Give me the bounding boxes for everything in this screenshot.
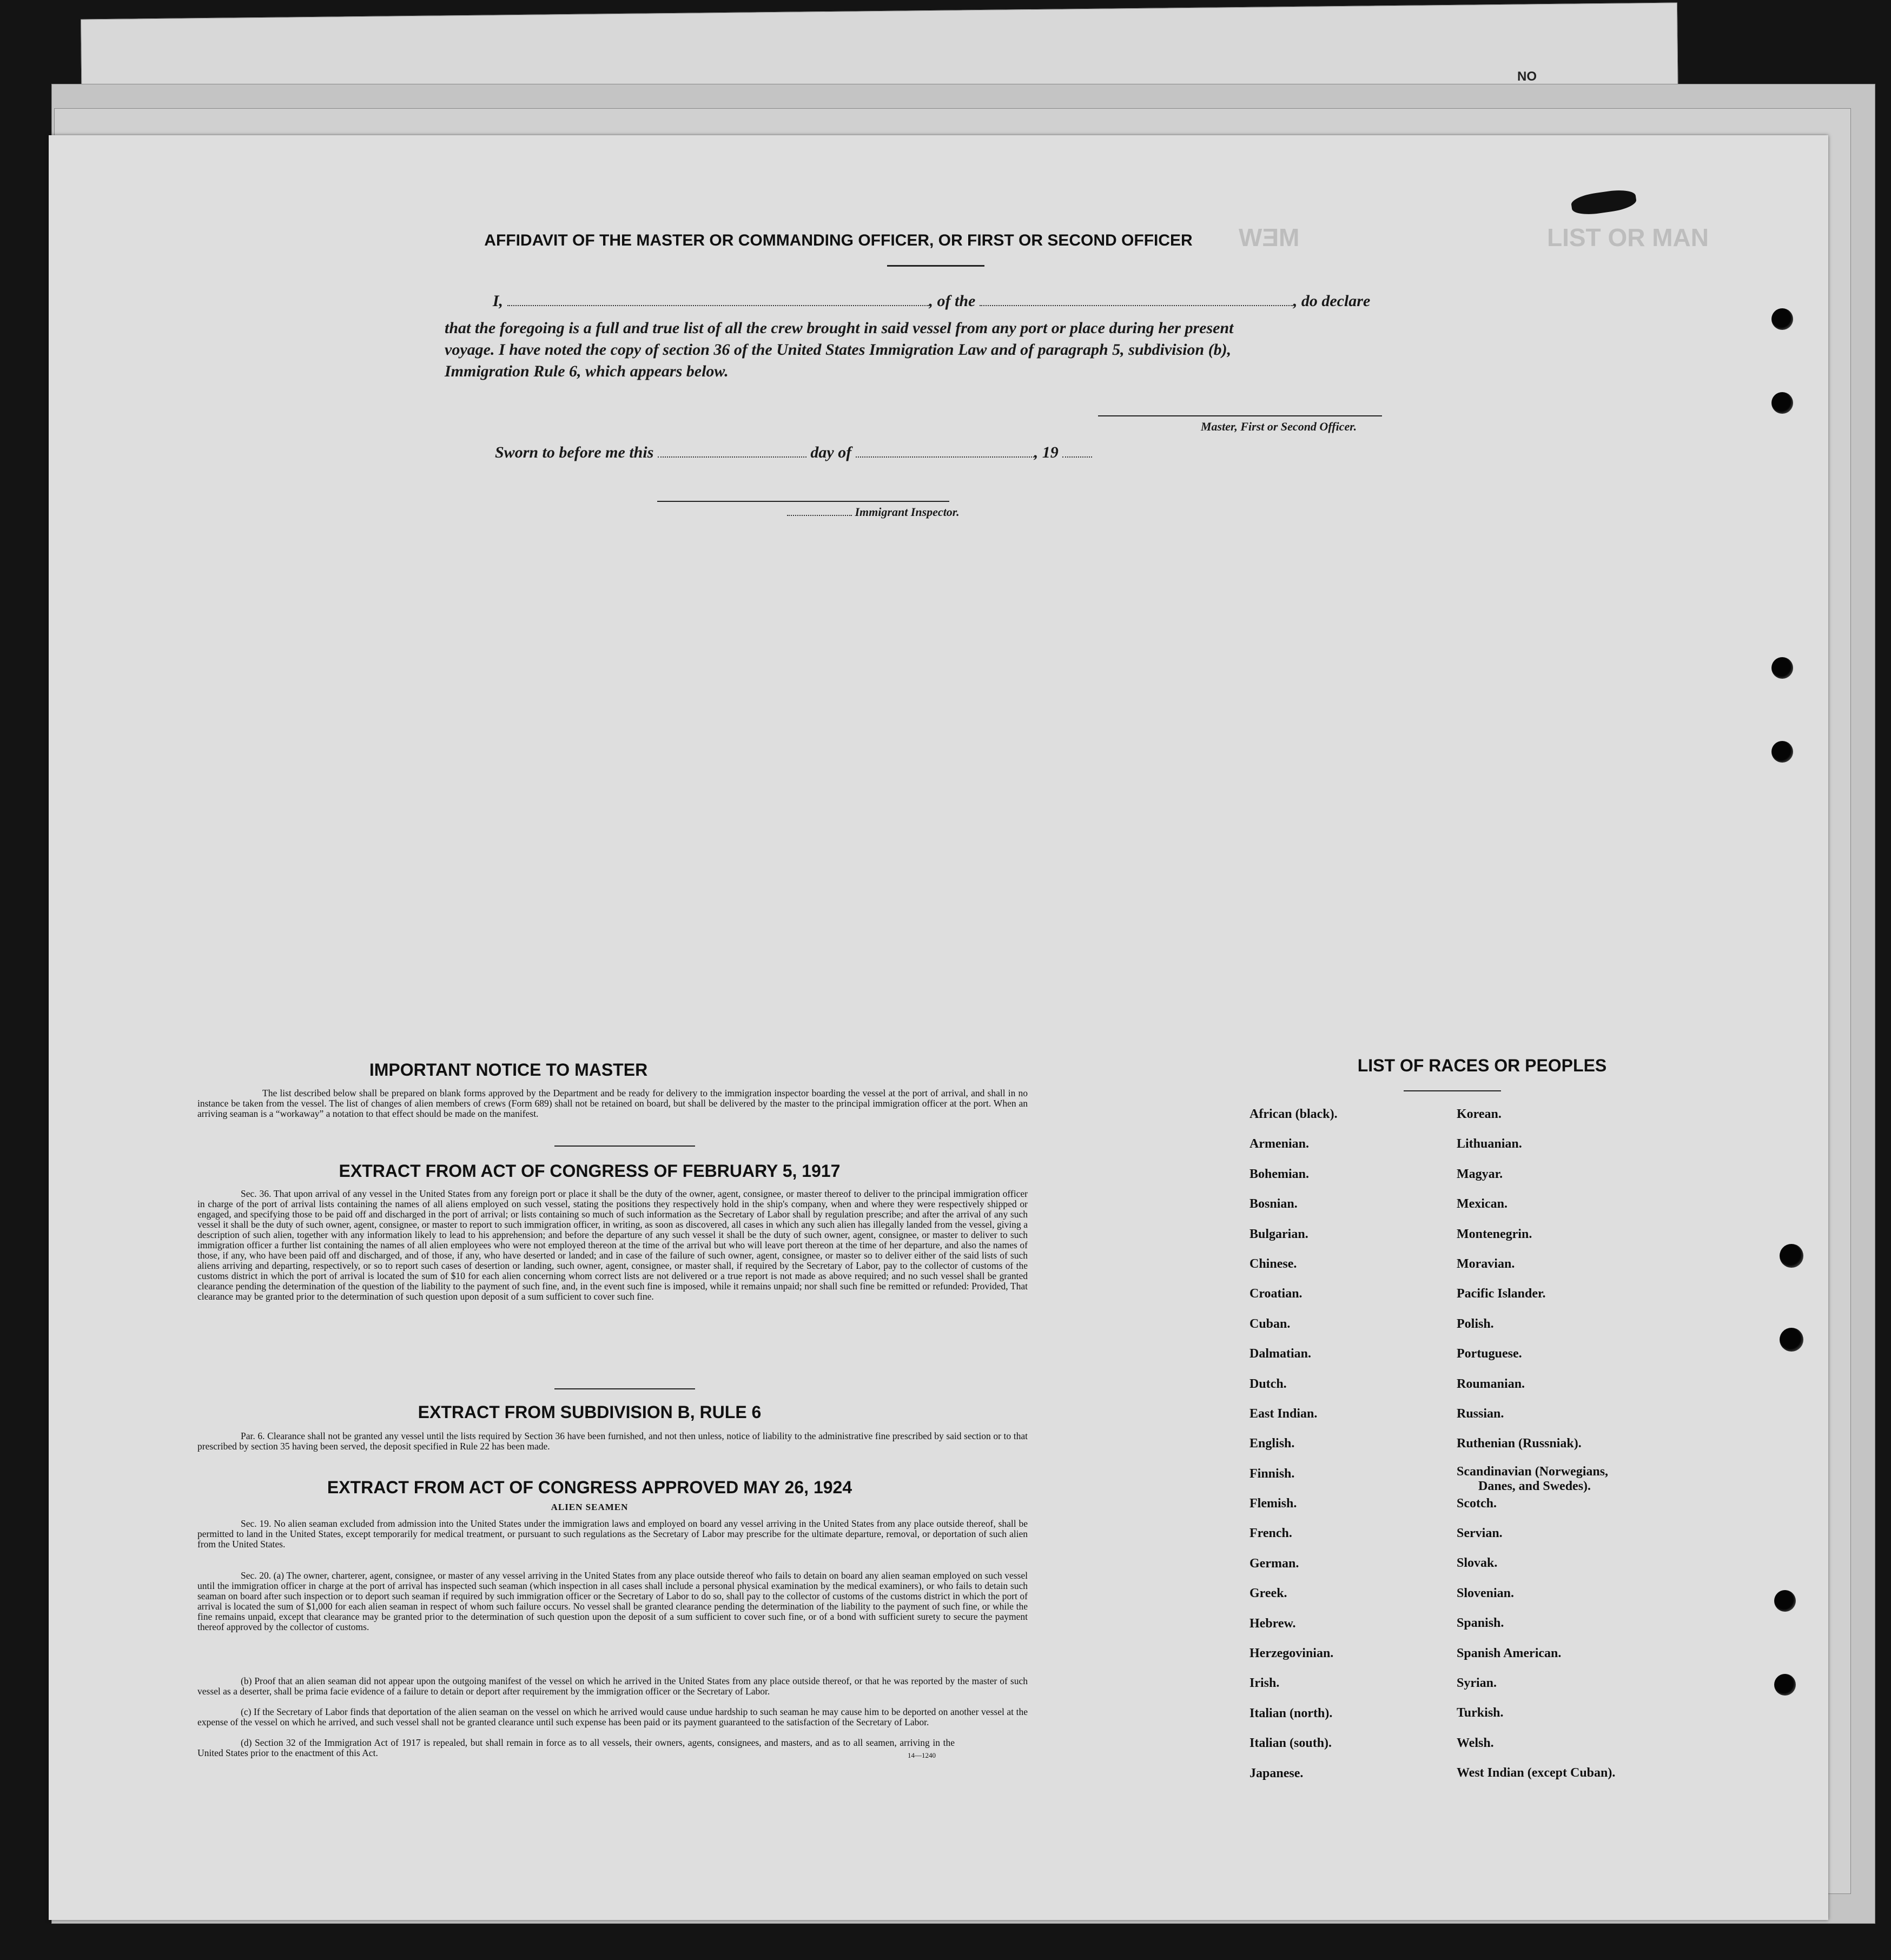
race-item: Scandinavian (Norwegians,	[1457, 1464, 1609, 1479]
ghost-title-left: MEW	[1239, 223, 1300, 251]
race-item: Scotch.	[1457, 1496, 1497, 1511]
signature-label: Master, First or Second Officer.	[1201, 420, 1357, 433]
affidavit-title-rule	[887, 265, 984, 267]
punch-hole	[1771, 741, 1793, 763]
act1924-sec20b: (b) Proof that an alien seaman did not appear upon the outgoing manifest of the vessel on which he arrived in the United States from any place outside thereof, or that he was reported by the master of such vessel as a deserter, shall be prima facie evidence of a failure to detain or deport after requirement by the immigration officer or the Secretary of Labor.	[197, 1676, 1028, 1697]
affidavit-title: AFFIDAVIT OF THE MASTER OR COMMANDING OFFICER, OR FIRST OR SECOND OFFICER	[484, 231, 1193, 249]
race-item: Slovenian.	[1457, 1586, 1515, 1600]
manifest-page	[49, 135, 1828, 1920]
race-item: Ruthenian (Russniak).	[1457, 1436, 1582, 1451]
races-title: LIST OF RACES OR PEOPLES	[1357, 1056, 1607, 1075]
inspector-label-text: Immigrant Inspector.	[855, 505, 960, 519]
race-item: Dalmatian.	[1249, 1347, 1311, 1361]
races-right-column	[1457, 1100, 1615, 1789]
act1917-title: EXTRACT FROM ACT OF CONGRESS OF FEBRUARY 5, 1917	[339, 1161, 841, 1181]
race-item: Bohemian.	[1249, 1167, 1310, 1181]
race-item: English.	[1249, 1436, 1295, 1451]
sworn-month-blank[interactable]	[856, 456, 1034, 458]
punch-hole	[1774, 1674, 1796, 1696]
race-item: Bulgarian.	[1249, 1227, 1308, 1241]
race-item: East Indian.	[1249, 1406, 1318, 1421]
race-item: Finnish.	[1249, 1466, 1295, 1481]
races-left-column	[1249, 1100, 1338, 1789]
race-item: Magyar.	[1457, 1167, 1503, 1181]
folder-no-label: NO	[1517, 69, 1537, 84]
act1924-sec20d: (d) Section 32 of the Immigration Act of 1917 is repealed, but shall remain in force as to all vessels, their owners, agents, consignees, and masters, and as to all seamen, arriving in the United States prior to the enactment of this Act.	[197, 1737, 955, 1758]
punch-hole	[1774, 1590, 1796, 1612]
affidavit-line-2: that the foregoing is a full and true list of all the crew brought in said vessel from any port or place during her present	[445, 319, 1234, 337]
race-item: Mexican.	[1457, 1197, 1507, 1211]
act1917-rule	[554, 1388, 695, 1389]
act1924-sec20c: (c) If the Secretary of Labor finds that deportation of the alien seaman on the vessel on which he arrived would cause undue hardship to such seaman he may cause him to be deported on another vessel at the expense of the vessel on which he arrived, and such vessel shall not be granted clearance until such expense has been paid or its payment guaranteed to the satisfaction of the Secretary of Labor.	[197, 1706, 1028, 1727]
sworn-year-blank[interactable]	[1062, 456, 1092, 458]
race-item: Spanish American.	[1457, 1646, 1562, 1660]
inspector-label	[787, 505, 960, 519]
race-item: Polish.	[1457, 1316, 1494, 1331]
rule6-title: EXTRACT FROM SUBDIVISION B, RULE 6	[418, 1402, 762, 1422]
punch-hole	[1780, 1328, 1803, 1352]
race-item: Servian.	[1457, 1526, 1503, 1541]
name-blank[interactable]	[507, 305, 929, 306]
notice-body: The list described below shall be prepared on blank forms approved by the Department and be ready for delivery to the immigration inspector boarding the vessel at the port of arrival, and shall in no instance be taken from the vessel. The list of changes of alien members of crews (Form 689) shall not be retained on board, but shall be delivered by the master to the principal immigration officer at the port. When an arriving seaman is a “workaway” a notation to that effect should be made on the manifest.	[197, 1088, 1028, 1119]
affidavit-i: I,	[492, 292, 503, 310]
race-item: West Indian (except Cuban).	[1457, 1766, 1616, 1780]
act1924-sec20a: Sec. 20. (a) The owner, charterer, agent, consignee, or master of any vessel arriving in the United States from any place outside thereof who fails to detain on board any alien seaman employed on such vessel until the immigration officer in charge at the port of arrival has inspected such seaman (which inspection in all cases shall include a personal physical examination by the medical examiners), or who fails to detain such seaman on board after such inspection or to deport such seaman if required by such immigration officer or the Secretary of Labor to do so, shall pay to the collector of customs of the customs district in which the port of arrival is located the sum of $1,000 for each alien seaman in respect of whom such failure occurs. No vessel shall be granted clearance pending the determination of the liability to the payment of such fine, or while the fine remains unpaid, except that clearance may be granted prior to the determination of such question upon the deposit of a sum sufficient to cover such fine, or of a bond with sufficient surety to secure the payment thereof approved by the collector of customs.	[197, 1570, 1028, 1632]
race-item: Irish.	[1249, 1676, 1280, 1691]
sworn-prefix: Sworn to before me this	[495, 443, 654, 461]
race-item: Turkish.	[1457, 1706, 1504, 1720]
race-item: Italian (south).	[1249, 1736, 1332, 1751]
race-item: Cuban.	[1249, 1316, 1291, 1331]
race-item: Japanese.	[1249, 1766, 1304, 1780]
race-item: Bosnian.	[1249, 1197, 1298, 1211]
race-item: Roumanian.	[1457, 1376, 1525, 1391]
punch-hole	[1771, 657, 1793, 679]
act1924-subtitle: ALIEN SEAMEN	[551, 1502, 629, 1512]
punch-hole	[1780, 1244, 1803, 1268]
punch-hole	[1771, 308, 1793, 330]
race-item: Chinese.	[1249, 1256, 1297, 1271]
affidavit-line-1	[460, 292, 1370, 310]
notice-title: IMPORTANT NOTICE TO MASTER	[369, 1060, 648, 1080]
signature-line[interactable]	[1098, 415, 1382, 416]
ink-smudge	[1570, 188, 1637, 217]
race-item: Danes, and Swedes).	[1478, 1479, 1591, 1493]
sworn-day-of: day of	[810, 443, 852, 461]
race-item: Spanish.	[1457, 1616, 1504, 1631]
race-item: German.	[1249, 1556, 1299, 1571]
affidavit-line-4: Immigration Rule 6, which appears below.	[445, 362, 729, 380]
affidavit-do-declare: , do declare	[1293, 292, 1371, 310]
race-item: Syrian.	[1457, 1676, 1497, 1691]
form-number: 14—1240	[908, 1751, 936, 1759]
race-item: Portuguese.	[1457, 1347, 1522, 1361]
race-item: Armenian.	[1249, 1137, 1309, 1151]
sworn-year: , 19	[1034, 443, 1059, 461]
race-item: Croatian.	[1249, 1287, 1302, 1301]
inspector-blank[interactable]	[787, 515, 852, 516]
races-rule	[1404, 1090, 1501, 1091]
race-item: French.	[1249, 1526, 1292, 1541]
punch-hole	[1771, 392, 1793, 414]
notice-rule	[554, 1145, 695, 1147]
affidavit-line-3: voyage. I have noted the copy of section 36 of the United States Immigration Law and of paragraph 5, subdivision (b),	[445, 341, 1232, 359]
race-item: Italian (north).	[1249, 1706, 1333, 1720]
race-item: Greek.	[1249, 1586, 1287, 1601]
race-item: Russian.	[1457, 1406, 1504, 1421]
act1924-sec19: Sec. 19. No alien seaman excluded from admission into the United States under the immigration laws and employed on board any vessel arriving in the United States from any place outside thereof, shall be permitted to land in the United States, except temporarily for medical treatment, or pursuant to such regulations as the Secretary of Labor may prescribe for the ultimate departure, removal, or deportation of such alien from the United States.	[197, 1518, 1028, 1550]
race-item: Welsh.	[1457, 1736, 1494, 1750]
act1924-title: EXTRACT FROM ACT OF CONGRESS APPROVED MAY 26, 1924	[327, 1478, 852, 1497]
race-item: Moravian.	[1457, 1256, 1515, 1271]
sworn-line	[495, 443, 1092, 462]
race-item: Lithuanian.	[1457, 1137, 1522, 1151]
race-item: African (black).	[1249, 1107, 1338, 1121]
vessel-blank[interactable]	[980, 305, 1293, 306]
ghost-title-center: LIST OR MAN	[1547, 223, 1709, 251]
race-item: Flemish.	[1249, 1497, 1297, 1511]
affidavit-of-the: , of the	[929, 292, 976, 310]
act1917-body: Sec. 36. That upon arrival of any vessel in the United States from any foreign port or place it shall be the duty of the owner, agent, consignee, or master thereof to deliver to the principal immigration officer in charge of the port of arrival lists containing the names of all aliens employed on such vessel, stating the positions they respectively hold in the ship's company, when and where they were respectively shipped or engaged, and specifying those to be paid off and discharged in the port of arrival; or lists containing so much of such information as the Secretary of Labor shall by regulation prescribe; and after the arrival of any such vessel it shall be the duty of such owner, agent, consignee, or master to report to such immigration officer, in writing, as soon as discovered, all cases in which any such alien has illegally landed from the vessel, giving a description of such alien, together with any information likely to lead to his apprehension; and before the departure of any such vessel it shall be the duty of such owner, agent, consignee, or master to deliver to such immigration officer a further list containing the names of all alien employees who were not employed thereon at the time of the arrival but who will leave port thereon at the time of her departure, and also the names of those, if any, who have been paid off and discharged, and of those, if any, who have deserted or landed; and in case of the failure of such owner, agent, consignee, or master so to deliver either of the said lists of such aliens arriving and departing, respectively, or so to report such cases of desertion or landing, such owner, agent, consignee, or master shall, if required by the Secretary of Labor, pay to the collector of customs of the customs district in which the port of arrival is located the sum of $10 for each alien concerning whom correct lists are not delivered or a true report is not made as above required; and no such vessel shall be granted clearance pending the determination of the question of the liability to the payment of such fine, and, in the event such fine is imposed, while it remains unpaid; nor shall such fine be remitted or refunded: Provided, That clearance may be granted prior to the determination of such question upon deposit of a sum sufficient to cover such fine.	[197, 1188, 1028, 1302]
race-item: Montenegrin.	[1457, 1227, 1532, 1241]
inspector-signature-line[interactable]	[657, 501, 949, 502]
race-item: Slovak.	[1457, 1556, 1498, 1571]
rule6-body: Par. 6. Clearance shall not be granted any vessel until the lists required by Section 36 have been furnished, and not then unless, notice of liability to the administrative fine prescribed by said section or to that prescribed by section 35 having been served, the deposit specified in Rule 22 has been made.	[197, 1431, 1028, 1452]
sworn-day-blank[interactable]	[658, 456, 806, 458]
race-item: Herzegovinian.	[1249, 1646, 1334, 1661]
race-item: Dutch.	[1249, 1376, 1287, 1391]
race-item: Korean.	[1457, 1107, 1502, 1121]
race-item: Pacific Islander.	[1457, 1287, 1546, 1301]
race-item: Hebrew.	[1249, 1616, 1296, 1631]
